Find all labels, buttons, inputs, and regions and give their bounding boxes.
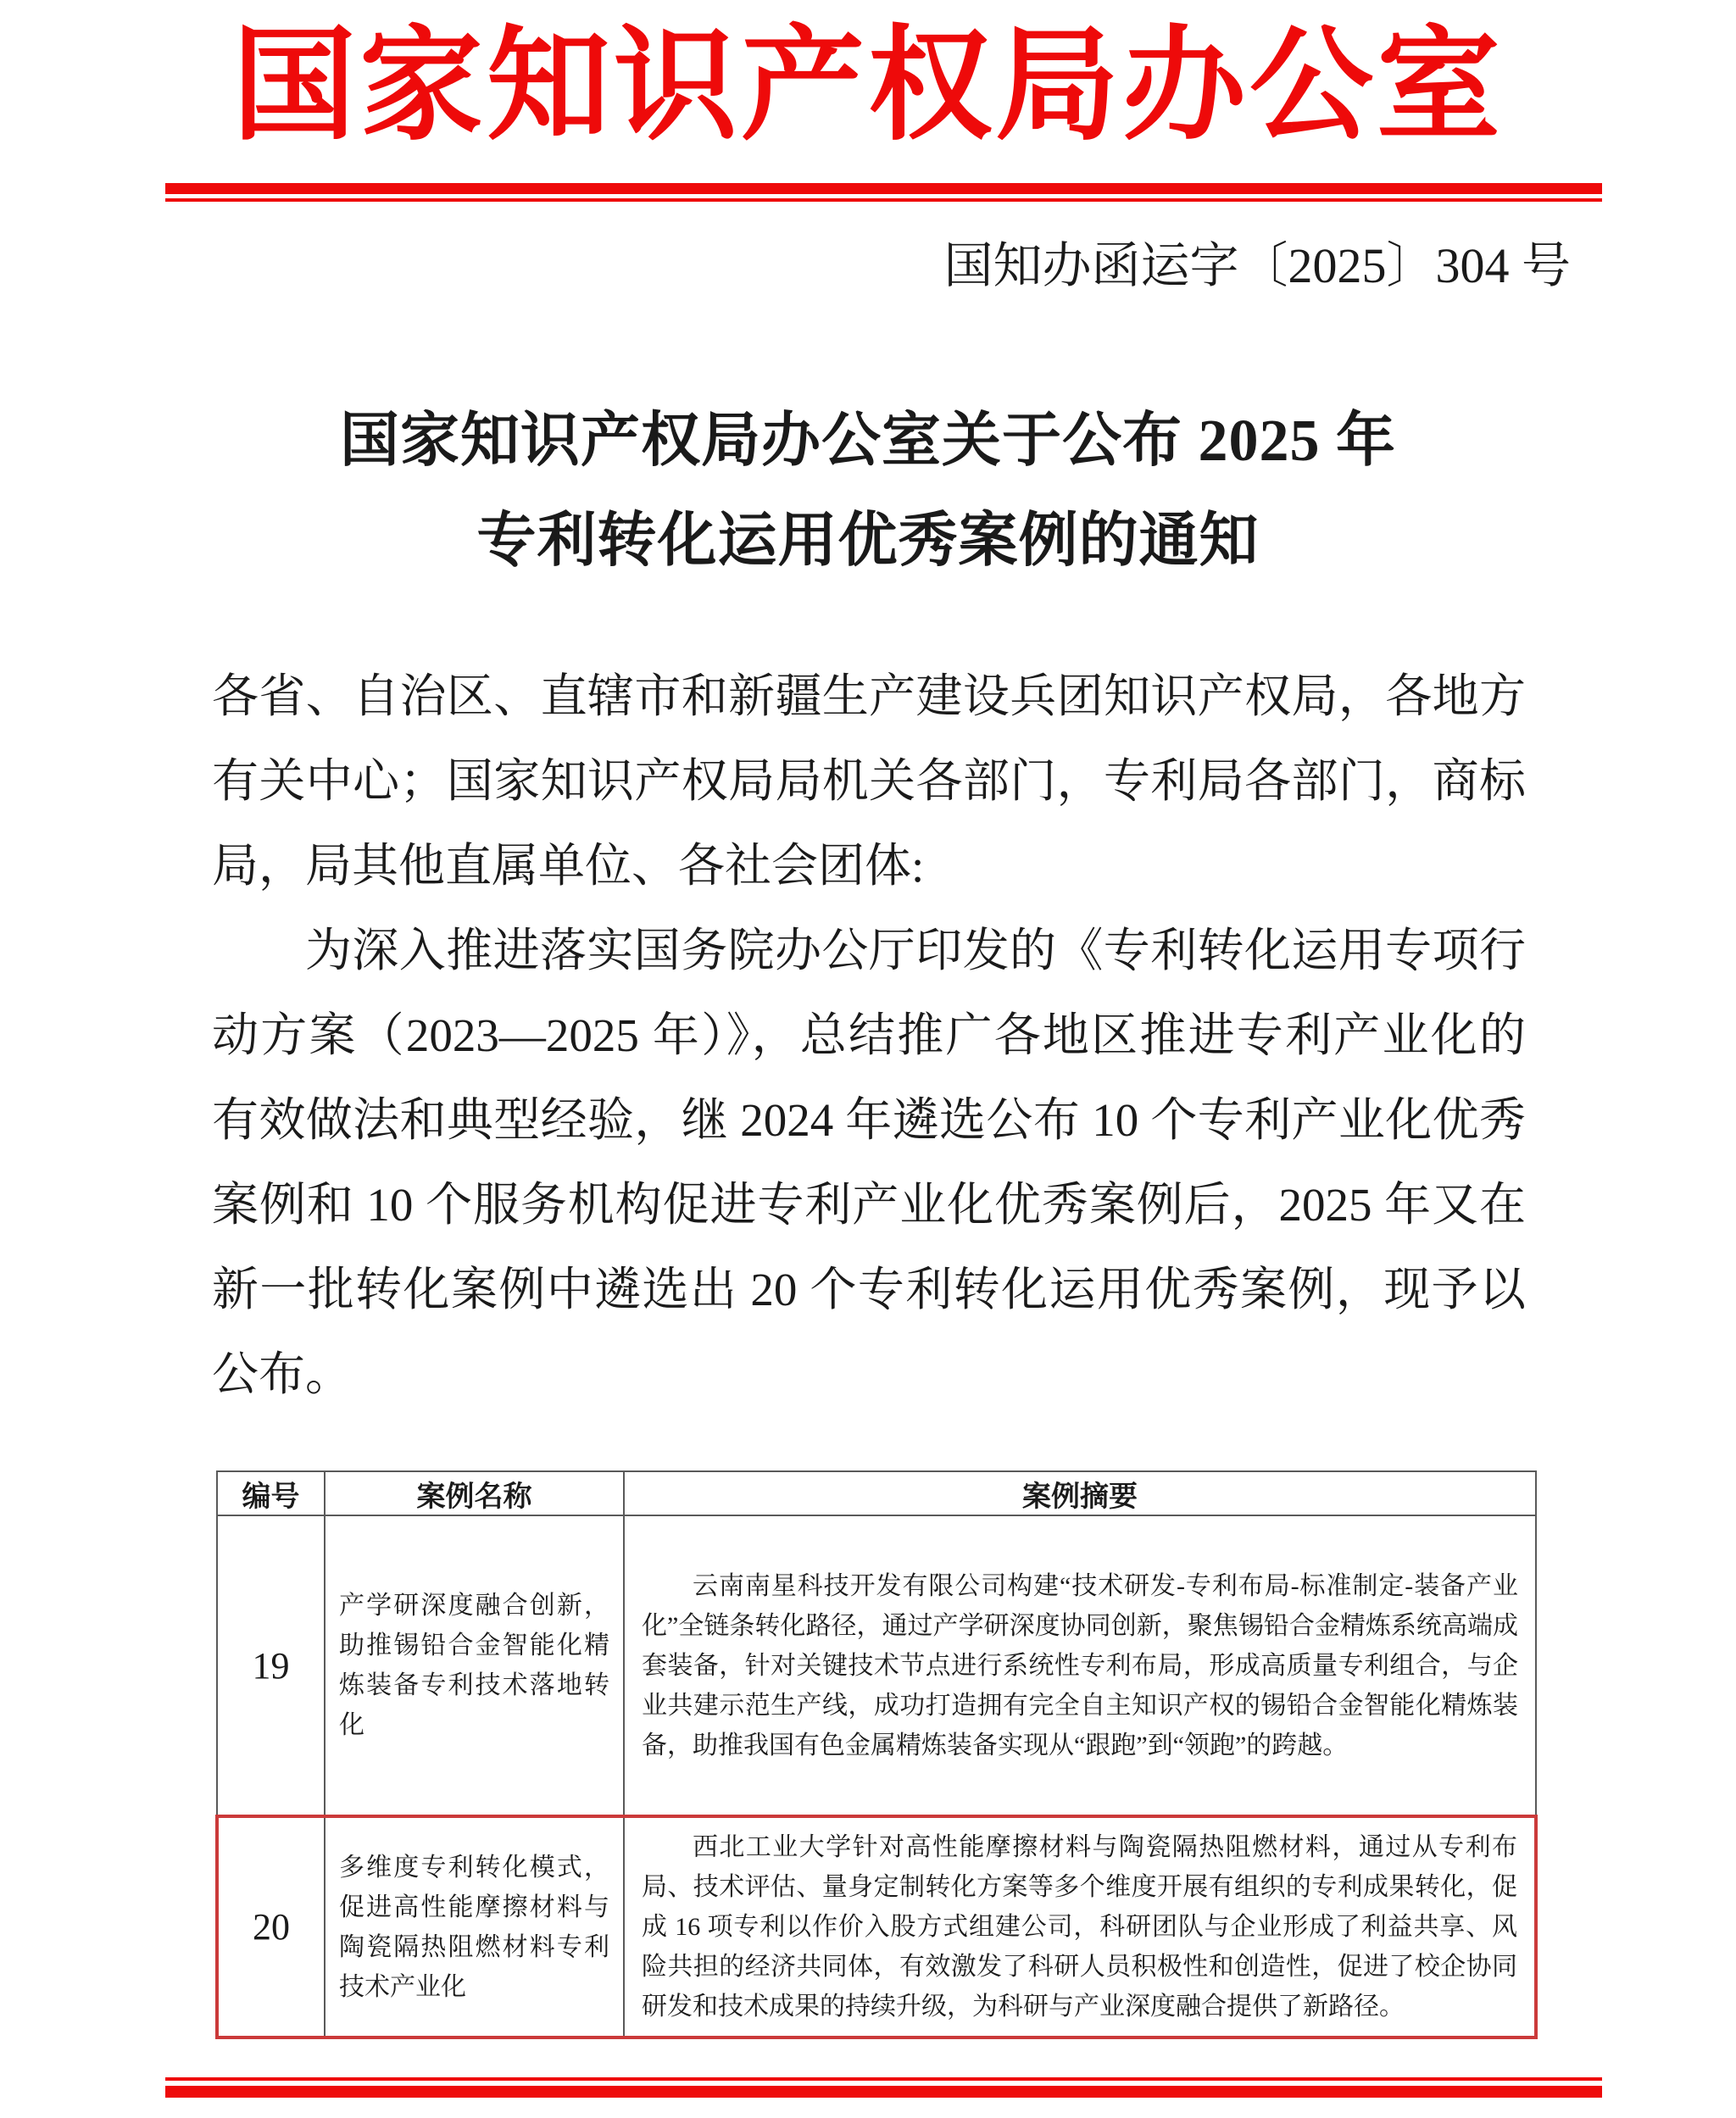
masthead-rule-thin [165,198,1602,202]
document-title-line1: 国家知识产权局办公室关于公布 2025 年 [340,409,1396,474]
case-number: 20 [217,1816,325,2037]
case-name: 产学研深度融合创新，助推锡铅合金智能化精炼装备专利技术落地转化 [325,1515,624,1816]
case-summary [624,1515,1536,1816]
masthead-rule-thick [165,183,1602,194]
document-title-line2: 专利转化运用优秀案例的通知 [476,509,1260,574]
case-name: 多维度专利转化模式，促进高性能摩擦材料与陶瓷隔热阻燃材料专利技术产业化 [325,1816,624,2037]
table-row-19 [217,1515,1536,1816]
case-number: 19 [217,1515,325,1816]
footer-rule-thin [165,2077,1602,2081]
intro-paragraph: 为深入推进落实国务院办公厅印发的《专利转化运用专项行动方案（2023—2025 年）》，总结推广各地区推进专利产业化的有效做法和典型经验，继 2024 年遴选公布 10 个专利产业化优秀案例和 10 个服务机构促进专利产业化优秀案例后，2025 年又在新一批转化案例中遴选出 20 个专利转化运用优秀案例，现予以公布。 [212,925,1526,1400]
case-summary [624,1816,1536,2037]
table-row-20-highlighted [217,1816,1536,2037]
document-body [212,654,1526,1417]
document-number: 国知办函运字〔2025〕304 号 [943,238,1571,293]
table-header-row [217,1471,1536,1515]
masthead-title: 国家知识产权局办公室 [232,18,1504,155]
case-summary-text: 西北工业大学针对高性能摩擦材料与陶瓷隔热阻燃材料，通过从专利布局、技术评估、量身定制转化方案等多个维度开展有组织的专利成果转化，促成 16 项专利以作价入股方式组建公司，科研团队与企业形成了利益共享、风险共担的经济共同体，有效激发了科研人员积极性和创造性，促进了校企协同研发和技术成果的持续升级，为科研与产业深度融合提供了新路径。 [642,1833,1517,2021]
case-summary-text: 云南南星科技开发有限公司构建“技术研发-专利布局-标准制定-装备产业化”全链条转化路径，通过产学研深度协同创新，聚焦锡铅合金精炼系统高端成套装备，针对关键技术节点进行系统性专利布局，形成高质量专利组合，与企业共建示范生产线，成功打造拥有完全自主知识产权的锡铅合金智能化精炼装备，助推我国有色金属精炼装备实现从“跟跑”到“领跑”的跨越。 [642,1571,1518,1759]
case-table [215,1470,1538,2039]
column-header-name: 案例名称 [325,1471,624,1515]
addressees-paragraph: 各省、自治区、直辖市和新疆生产建设兵团知识产权局，各地方有关中心；国家知识产权局局机关各部门，专利局各部门，商标局，局其他直属单位、各社会团体: [212,670,1526,892]
column-header-summary: 案例摘要 [624,1471,1536,1515]
document-title [0,392,1736,592]
column-header-id: 编号 [217,1471,325,1515]
footer-rule-thick [165,2086,1602,2098]
